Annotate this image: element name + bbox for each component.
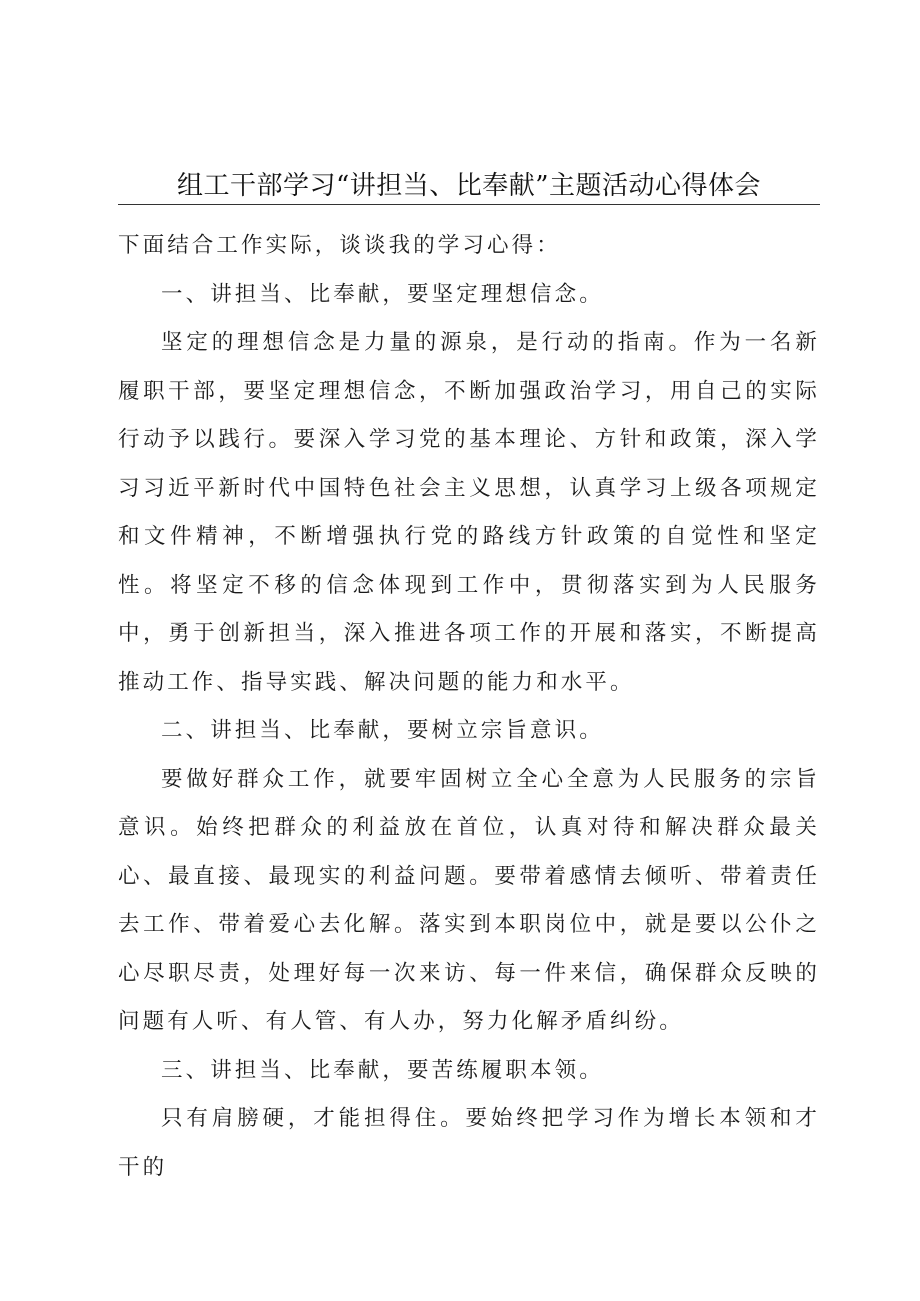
body-paragraph-2: 要做好群众工作，就要牢固树立全心全意为人民服务的宗旨意识。始终把群众的利益放在首位，认真对待和解决群众最关心、最直接、最现实的利益问题。要带着感情去倾听、带着责任去工作、带着爱心去化解。落实到本职岗位中，就是要以公仆之心尽职尽责，处理好每一次来访、每一件来信，确保群众反映的问题有人听、有人管、有人办，努力化解矛盾纠纷。 xyxy=(118,766,820,1034)
section-heading-2: 二、讲担当、比奉献，要树立宗旨意识。 xyxy=(161,718,604,743)
intro-paragraph: 下面结合工作实际，谈谈我的学习心得： xyxy=(118,233,561,258)
section-heading-1: 一、讲担当、比奉献，要坚定理想信念。 xyxy=(161,281,604,307)
document-body xyxy=(118,222,820,1192)
body-paragraph-1: 坚定的理想信念是力量的源泉，是行动的指南。作为一名新履职干部，要坚定理想信念，不断加强政治学习，用自己的实际行动予以践行。要深入学习党的基本理论、方针和政策，深入学习习近平新时代中国特色社会主义思想，认真学习上级各项规定和文件精神，不断增强执行党的路线方针政策的自觉性和坚定性。将坚定不移的信念体现到工作中，贯彻落实到为人民服务中，勇于创新担当，深入推进各项工作的开展和落实，不断提高推动工作、指导实践、解决问题的能力和水平。 xyxy=(118,330,820,695)
document-title: 组工干部学习“讲担当、比奉献”主题活动心得体会 xyxy=(176,171,762,201)
title-underline xyxy=(118,204,820,205)
section-heading-3: 三、讲担当、比奉献，要苦练履职本领。 xyxy=(161,1057,604,1083)
body-paragraph-3: 只有肩膀硬，才能担得住。要始终把学习作为增长本领和才干的 xyxy=(118,1106,820,1180)
